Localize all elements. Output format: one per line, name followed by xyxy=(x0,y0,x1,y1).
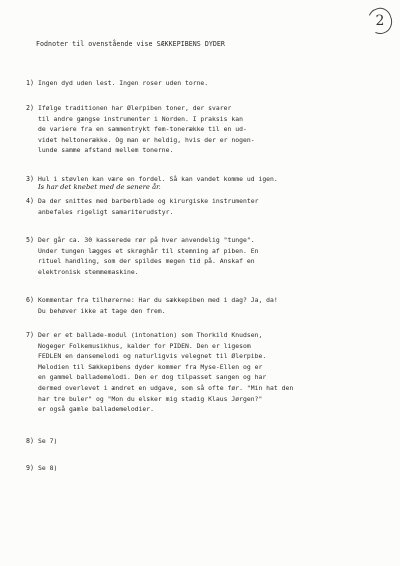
footnote-number: 8) xyxy=(26,437,34,445)
footnote-number: 4) xyxy=(26,197,34,205)
footnote-line: FEDLEN en dansemelodi og naturligvis velegnet til Ølerpibe. xyxy=(38,352,267,361)
page-number: 2 xyxy=(375,13,385,29)
footnote-line: Der går ca. 30 kasserede rør på hver anvendelig "tunge". xyxy=(38,236,255,244)
footnote-line: videt heltonerække. Og man er heldig, hvis der er nogen- xyxy=(38,135,255,144)
footnote-text xyxy=(38,295,380,316)
footnote-line: Se 7) xyxy=(38,437,58,445)
document-title: Fodnoter til ovenstående vise SÆKKEPIBENS DYDER xyxy=(36,40,225,48)
footnote-line: Der er et ballade-modul (intonation) som Thorkild Knudsen, xyxy=(38,331,263,339)
footnote-line: Ingen dyd uden lest. Ingen roser uden torne. xyxy=(38,79,209,87)
footnote-text xyxy=(38,103,380,156)
footnote-number: 9) xyxy=(26,464,34,472)
footnote-number: 7) xyxy=(26,331,34,339)
footnote-line: Da der snittes med barberblade og kirurgiske instrumenter xyxy=(38,197,259,205)
footnote-line: Ifølge traditionen har Ølerpiben toner, der svarer xyxy=(38,104,232,112)
footnote-line: anbefales rigeligt samariterudstyr. xyxy=(38,207,174,216)
footnote-number: 3) xyxy=(26,175,34,183)
footnote-line: Under tungen lægges et skrøghår til stemning af piben. En xyxy=(38,246,259,255)
footnote-line: lunde samme afstand mellem tonerne. xyxy=(38,146,174,155)
footnote-line: Hul i støvlen kan være en fordel. Så kan vandet komme ud igen. xyxy=(38,175,278,183)
footnote-number: 5) xyxy=(26,236,34,244)
footnote-line: dermed overlevet i ændret en udgave, som så ofte før. "Min hat den xyxy=(38,383,294,392)
handwritten-annotation: Is har det knebet med de senere år. xyxy=(38,183,161,191)
footnote-text xyxy=(38,196,380,217)
footnote-line: Du behøver ikke at tage den frem. xyxy=(38,306,166,315)
footnote-text xyxy=(38,78,380,89)
footnote-number: 1) xyxy=(26,79,34,87)
footnote-text xyxy=(38,330,380,415)
footnote-line: Se 8) xyxy=(38,464,58,472)
footnote-line: de variere fra en sammentrykt fem-tonerække til en ud- xyxy=(38,125,247,134)
footnote-text xyxy=(38,436,380,447)
footnote-line: en gammel ballademelodi. Den er dog tilpasset sangen og har xyxy=(38,373,267,382)
footnote-line: er også gamle ballademelodier. xyxy=(38,405,155,414)
footnote-line: Nogeger Folkemusikhus, kalder for PIDEN. Den er ligesom xyxy=(38,341,251,350)
footnote-line: Melodien til Sækkepibens dyder kommer fra Myse-Ellen og er xyxy=(38,362,263,371)
footnote-line: til andre gængse instrumenter i Norden. I praksis kan xyxy=(38,114,243,123)
footnote-number: 2) xyxy=(26,104,34,112)
footnote-line: rituel handling, som der spildes megen tid på. Anskaf en xyxy=(38,257,255,266)
footnote-line: elektronisk stemmemaskine. xyxy=(38,267,139,276)
footnote-text xyxy=(38,463,380,474)
footnote-text xyxy=(38,235,380,277)
footnote-line: har tre buler" og "Mon du elsker mig stadig Klaus Jørgen?" xyxy=(38,394,263,403)
footnote-number: 6) xyxy=(26,296,34,304)
footnote-line: Kommentar fra tilhørerne: Har du sækkepiben med i dag? Ja, da! xyxy=(38,296,278,304)
